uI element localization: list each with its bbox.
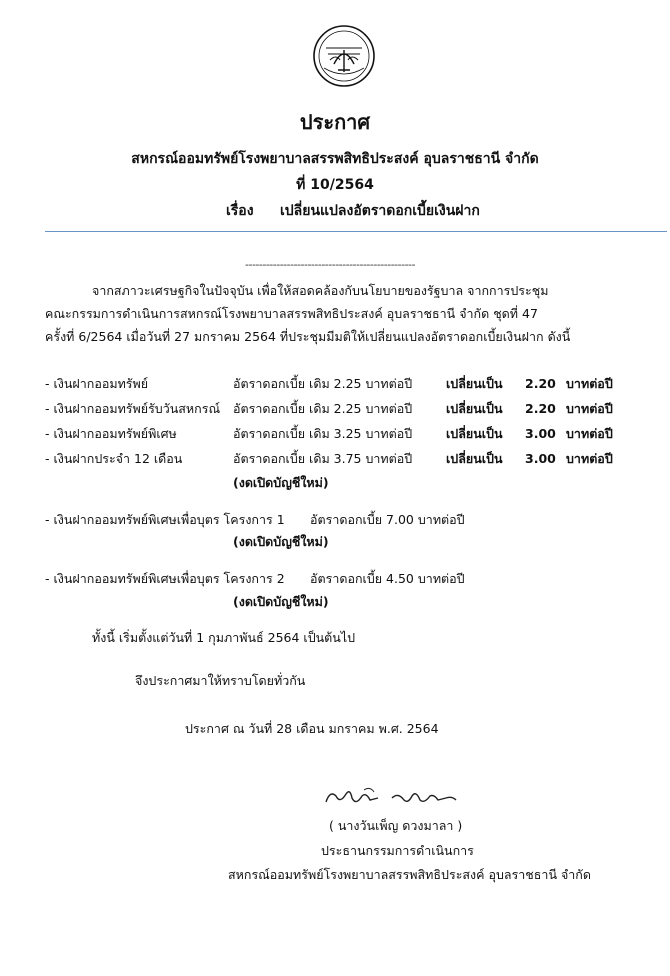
dashed-divider: ------------------------------------------------- (245, 258, 415, 271)
header-rule (45, 231, 667, 232)
intro-line-3: ครั้งที่ 6/2564 เมื่อวันที่ 27 มกราคม 2564 ที่ประชุมมีมติให้เปลี่ยนแปลงอัตราดอกเบี้ยเงินฝาก ดังนี้ (45, 329, 571, 344)
org-name-heading: สหกรณ์ออมทรัพย์โรงพยาบาลสรรพสิทธิประสงค์ อุบลราชธานี จำกัด (131, 151, 539, 167)
announce-line: จึงประกาศมาให้ทราบโดยทั่วกัน (135, 673, 306, 688)
signer-name: ( นางวันเพ็ญ ดวงมาลา ) (329, 818, 463, 833)
intro-line-2: คณะกรรมการดำเนินการสหกรณ์โรงพยาบาลสรรพสิทธิประสงค์ อุบลราชธานี จำกัด ชุดที่ 47 (45, 306, 538, 321)
cooperative-seal-icon (312, 24, 376, 88)
deposit-type: - เงินฝากออมทรัพย์พิเศษ (45, 426, 177, 441)
rate-unit: บาทต่อปี (566, 426, 613, 441)
new-rate: 2.20 (525, 376, 556, 391)
old-rate: อัตราดอกเบี้ย เดิม 2.25 บาทต่อปี (233, 401, 413, 416)
new-rate: 2.20 (525, 401, 556, 416)
old-rate: อัตราดอกเบี้ย เดิม 3.75 บาทต่อปี (233, 451, 413, 466)
announcement-number: ที่ 10/2564 (296, 177, 374, 193)
closed-account-note: (งดเปิดบัญชีใหม่) (233, 594, 329, 609)
change-label: เปลี่ยนเป็น (446, 426, 503, 441)
old-rate: อัตราดอกเบี้ย เดิม 3.25 บาทต่อปี (233, 426, 413, 441)
change-label: เปลี่ยนเป็น (446, 376, 503, 391)
change-label: เปลี่ยนเป็น (446, 401, 503, 416)
page-title: ประกาศ (299, 110, 371, 134)
signer-organization: สหกรณ์ออมทรัพย์โรงพยาบาลสรรพสิทธิประสงค์ อุบลราชธานี จำกัด (228, 867, 591, 882)
intro-line-1: จากสภาวะเศรษฐกิจในปัจจุบัน เพื่อให้สอดคล้องกับนโยบายของรัฐบาล จากการประชุม (92, 283, 549, 298)
deposit-type: - เงินฝากออมทรัพย์ (45, 376, 149, 391)
project-rate: อัตราดอกเบี้ย 4.50 บาทต่อปี (310, 571, 465, 586)
rate-unit: บาทต่อปี (566, 451, 613, 466)
deposit-type: - เงินฝากประจำ 12 เดือน (45, 451, 183, 466)
project-deposit-type: - เงินฝากออมทรัพย์พิเศษเพื่อบุตร โครงการ 2 (45, 571, 285, 586)
rate-unit: บาทต่อปี (566, 376, 613, 391)
deposit-type: - เงินฝากออมทรัพย์รับวันสหกรณ์ (45, 401, 221, 416)
closed-account-note: (งดเปิดบัญชีใหม่) (233, 534, 329, 549)
signer-position: ประธานกรรมการดำเนินการ (321, 843, 474, 858)
old-rate: อัตราดอกเบี้ย เดิม 2.25 บาทต่อปี (233, 376, 413, 391)
effective-date: ทั้งนี้ เริ่มตั้งแต่วันที่ 1 กุมภาพันธ์ 2564 เป็นต้นไป (92, 630, 356, 645)
date-line: ประกาศ ณ วันที่ 28 เดือน มกราคม พ.ศ. 2564 (185, 721, 439, 736)
new-rate: 3.00 (525, 451, 556, 466)
project-rate: อัตราดอกเบี้ย 7.00 บาทต่อปี (310, 512, 465, 527)
new-rate: 3.00 (525, 426, 556, 441)
project-deposit-type: - เงินฝากออมทรัพย์พิเศษเพื่อบุตร โครงการ 1 (45, 512, 285, 527)
change-label: เปลี่ยนเป็น (446, 451, 503, 466)
subject-label: เรื่อง (226, 203, 254, 219)
rate-unit: บาทต่อปี (566, 401, 613, 416)
subject-text: เปลี่ยนแปลงอัตราดอกเบี้ยเงินฝาก (280, 203, 480, 219)
handwritten-signature (320, 784, 480, 814)
closed-account-note: (งดเปิดบัญชีใหม่) (233, 475, 329, 490)
